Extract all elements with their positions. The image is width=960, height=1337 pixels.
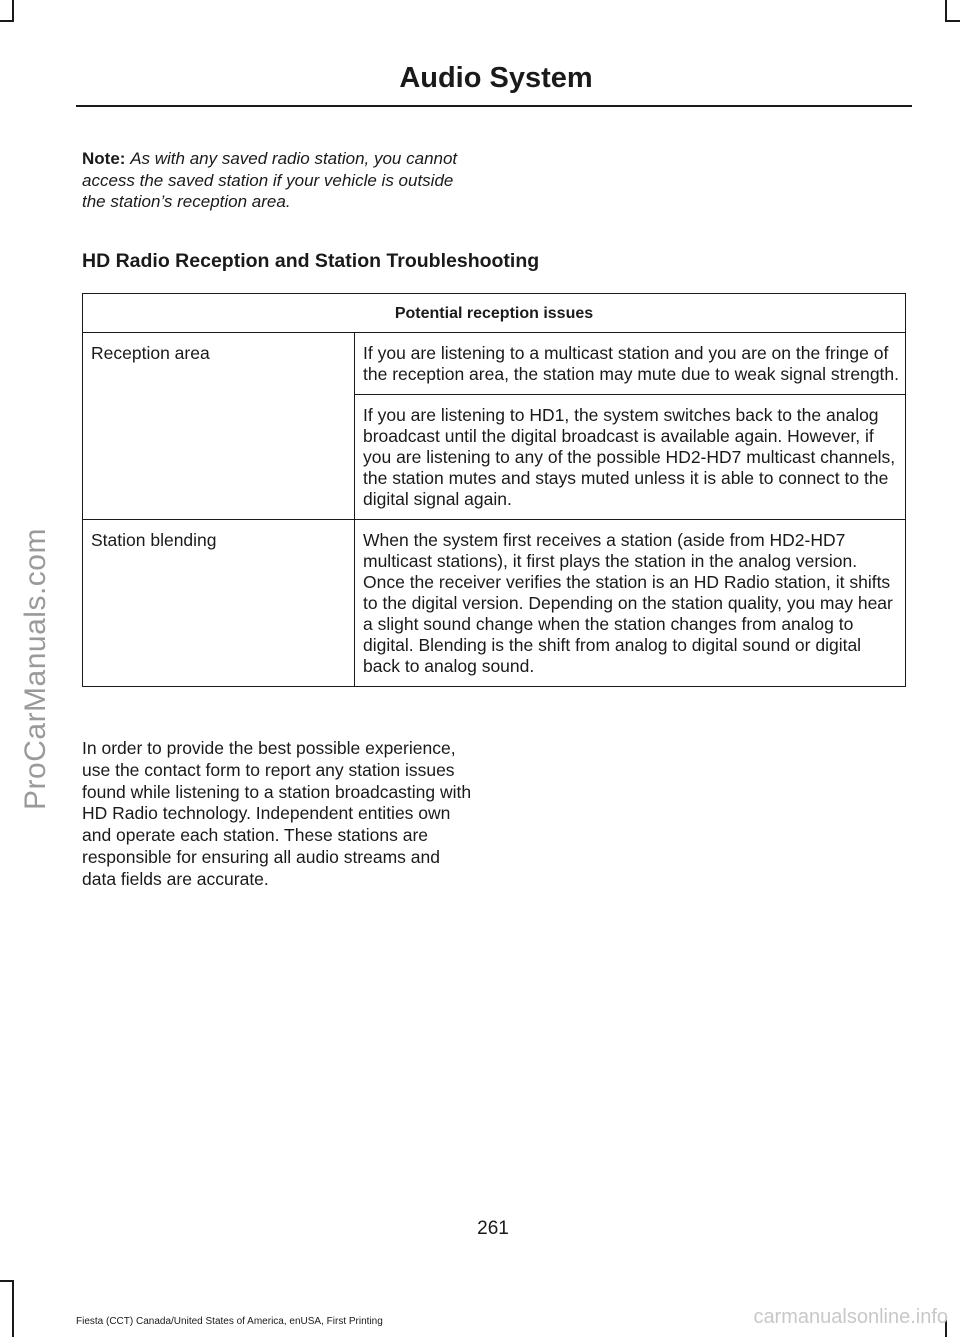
body-paragraph: In order to provide the best possible experience, use the contact form to report any station issues found while listening to a station broadcasting with HD Radio technology. Independent entities own and operate each station. These stations are responsible for ensuring all audio streams and data fields are accurate. [82,738,472,889]
crop-mark [945,20,960,22]
table-cell-term: Reception area [83,333,355,520]
table-cell-description: When the system first receives a station (aside from HD2-HD7 multicast stations), it first plays the station in the analog version. Once the receiver verifies the station is an HD Radio station, it shifts to the digital version. Depending on the station quality, you may hear a slight sound change when the station changes from analog to digital. Blending is the shift from analog to digital sound or digital back to analog sound. [355,520,906,687]
header-divider [76,105,912,107]
note-text: As with any saved radio station, you cannot access the saved station if your vehicle is outside the station’s reception area. [82,149,458,211]
side-watermark [6,0,66,1337]
table-cell-term: Station blending [83,520,355,687]
crop-mark [945,0,947,22]
table-caption: Potential reception issues [83,294,906,333]
table-row [83,333,906,395]
page-header-title: Audio System [399,62,593,94]
section-heading: HD Radio Reception and Station Troubleshooting [82,250,540,272]
table-cell-description: If you are listening to a multicast station and you are on the fringe of the reception area, the station may mute due to weak signal strength. [355,333,906,395]
reception-issues-table [82,293,906,687]
footer-edition-text: Fiesta (CCT) Canada/United States of America, enUSA, First Printing [76,1316,383,1327]
table-row [83,520,906,687]
footer-watermark: carmanualsonline.info [753,1306,948,1328]
note-block [82,148,477,213]
table-cell-description: If you are listening to HD1, the system switches back to the analog broadcast until the digital broadcast is available again. However, if you are listening to any of the possible HD2-HD7 multicast channels, the station mutes and stays muted unless it is able to connect to the digital signal again. [355,395,906,520]
side-watermark-text: ProCarManuals.com [19,527,52,810]
page-number: 261 [477,1218,509,1239]
table-header-row [83,294,906,333]
note-label: Note: [82,149,126,168]
